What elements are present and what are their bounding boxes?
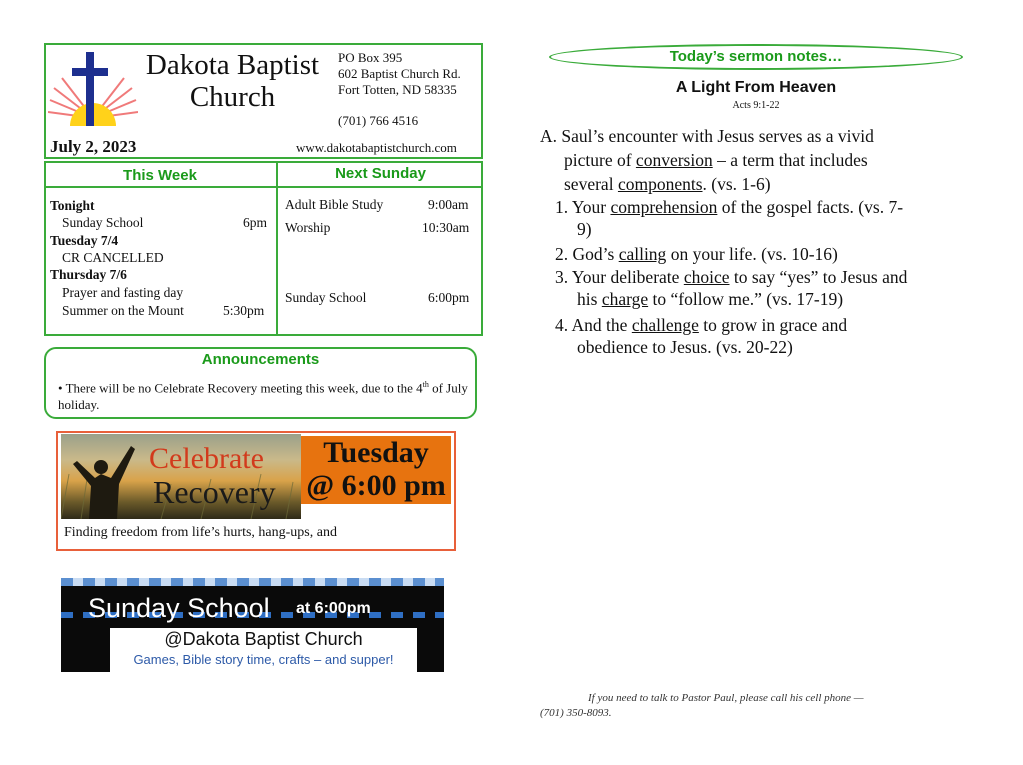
ss-ad-location: @Dakota Baptist Church [164,629,363,649]
sermon-blank-answer: conversion [635,150,713,170]
sermon-text: to grow in grace and [698,315,848,335]
sermon-text: 2. God’s [555,244,619,264]
schedule-divider [44,186,483,188]
sermon-text: obedience to Jesus. (vs. 20-22) [577,337,793,357]
sunday-school-label: Sunday School [62,215,144,230]
sermon-line: A. Saul’s encounter with Jesus serves as a vivid [540,126,874,146]
celebrate-recovery-image [61,434,301,519]
bullet: • [58,380,63,396]
sunday-school-time: 6pm [243,215,268,230]
sermon-line [540,148,980,172]
church-name-line1: Dakota Baptist [145,49,320,81]
sermon-text: 9) [577,219,592,239]
next-sunday-item-label: Sunday School [285,290,367,305]
address-line: Fort Totten, ND 58335 [338,82,457,97]
sermon-blank-answer: choice [683,267,730,287]
cr-time: @ 6:00 pm [306,469,446,502]
sermon-blank-answer: challenge [631,315,699,335]
pastor-contact-note [540,691,960,721]
sermon-reference: Acts 9:1-22 [732,100,780,111]
sermon-text: – a term that includes [712,150,868,170]
sermon-notes-heading: Today’s sermon notes… [669,48,843,65]
sermon-text: 1. Your [555,197,611,217]
sermon-text: 4. And the [555,315,632,335]
tonight-label: Tonight [50,198,95,213]
sermon-point-4 [555,314,975,358]
sermon-blank-answer: charge [601,289,649,309]
ss-ad-subtitle: Games, Bible story time, crafts – and supper! [133,652,394,667]
announcements-heading: Announcements [201,351,320,368]
sermon-title: A Light From Heaven [675,79,837,96]
next-sunday-heading: Next Sunday [335,165,426,182]
sermon-point-a [540,124,980,196]
sermon-text: on your life. (vs. 10-16) [666,244,838,264]
announcement-text: of July holiday. [58,380,468,413]
mailing-address [338,50,461,98]
this-week-heading: This Week [123,167,197,184]
sermon-text: of the gospel facts. (vs. 7- [717,197,904,217]
next-sunday-item-label: Worship [285,220,331,235]
sermon-blank-answer: components [617,174,703,194]
bulletin-date: July 2, 2023 [50,137,137,156]
ad-stripe-top [61,578,444,586]
sermon-point-3 [555,266,985,310]
next-sunday-item-time: 9:00am [428,197,469,212]
sermon-point-2 [555,243,975,265]
church-phone: (701) 766 4516 [338,113,419,128]
cr-cancelled: CR CANCELLED [62,250,164,265]
ss-ad-time: at 6:00pm [296,600,371,617]
church-name [135,49,330,113]
tuesday-label: Tuesday 7/4 [50,233,119,248]
cr-caption: Finding freedom from life’s hurts, hang-ups, and [64,525,337,540]
cr-day: Tuesday [323,436,429,469]
sermon-text: his [577,289,602,309]
ordinal-suffix: th [422,380,429,389]
sermon-line [540,172,980,196]
sermon-text: to say “yes” to Jesus and [729,267,908,287]
sermon-text: to “follow me.” (vs. 17-19) [648,289,844,309]
cr-time-text [301,436,451,502]
sermon-text: 3. Your deliberate [555,267,684,287]
sermon-text: picture of [564,150,636,170]
ss-ad-title: Sunday School [88,593,270,623]
summer-time: 5:30pm [223,303,265,318]
sermon-text: . (vs. 1-6) [702,174,771,194]
next-sunday-item-time: 10:30am [422,220,470,235]
address-line: PO Box 395 [338,50,403,65]
announcement-item [58,376,468,413]
cr-word-recovery: Recovery [153,474,276,510]
thursday-label: Thursday 7/6 [50,267,127,282]
sermon-blank-answer: calling [618,244,667,264]
contact-phone: (701) 350-8093. [540,707,612,719]
summer-on-the-mount: Summer on the Mount [62,303,184,318]
contact-line: If you need to talk to Pastor Paul, please call his cell phone — [588,692,864,704]
next-sunday-item-label: Adult Bible Study [285,197,384,212]
church-website: www.dakotabaptistchurch.com [296,140,457,155]
sermon-blank-answer: comprehension [610,197,718,217]
prayer-fasting: Prayer and fasting day [62,285,184,300]
announcement-text: There will be no Celebrate Recovery meeting this week, due to the 4 [65,380,423,396]
next-sunday-item-time: 6:00pm [428,290,470,305]
cr-word-celebrate: Celebrate [149,442,264,475]
church-name-line2: Church [189,81,276,113]
cross-sunrise-logo [48,48,138,128]
sermon-point-1 [555,196,975,240]
address-line: 602 Baptist Church Rd. [338,66,461,81]
sermon-text: several [564,174,618,194]
